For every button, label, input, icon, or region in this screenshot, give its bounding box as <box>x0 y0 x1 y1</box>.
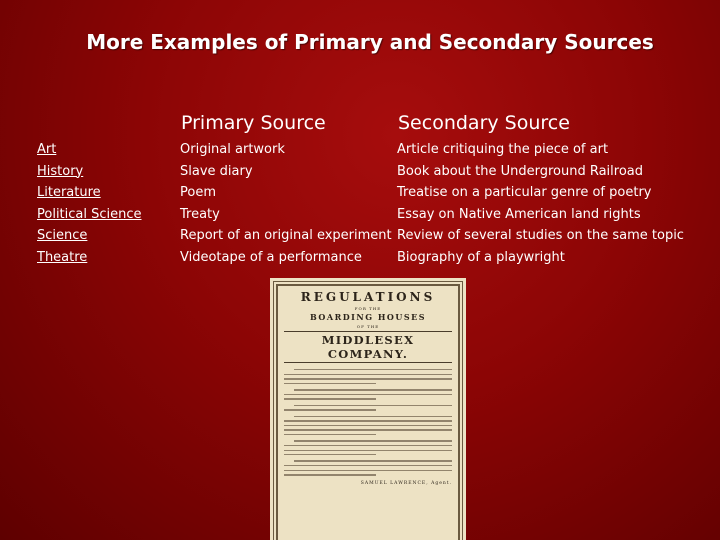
primary-source-item: Report of an original experiment <box>180 228 392 243</box>
subject-list <box>37 139 142 268</box>
document-paragraph <box>284 369 452 384</box>
primary-source-item: Treaty <box>180 206 220 222</box>
primary-source-item: Poem <box>180 185 216 200</box>
primary-source-header: Primary Source <box>181 112 326 134</box>
secondary-source-item: Biography of a playwright <box>397 249 565 265</box>
subject-link-political-science[interactable]: Political Science <box>37 206 142 222</box>
document-paragraph <box>284 405 452 411</box>
subject-link-science[interactable]: Science <box>37 228 88 243</box>
subject-item[interactable] <box>37 182 142 204</box>
document-paragraph <box>284 416 452 436</box>
subject-link-art[interactable]: Art <box>37 142 57 157</box>
regulations-document-image <box>270 278 466 540</box>
document-for: FOR THE <box>354 306 382 311</box>
subject-item[interactable] <box>37 247 142 269</box>
document-subtitle: BOARDING HOUSES <box>310 312 426 322</box>
document-of: OF THE <box>356 324 380 329</box>
document-body <box>284 369 452 476</box>
subject-item[interactable] <box>37 204 142 226</box>
subject-item[interactable] <box>37 161 142 183</box>
document-paragraph <box>284 460 452 475</box>
secondary-source-header: Secondary Source <box>398 112 570 134</box>
document-signature: SAMUEL LAWRENCE, Agent. <box>360 480 452 486</box>
subject-link-literature[interactable]: Literature <box>37 185 101 200</box>
document-paragraph <box>284 389 452 400</box>
primary-source-list <box>180 139 392 268</box>
document-paragraph <box>284 440 452 455</box>
slide-title: More Examples of Primary and Secondary Sources <box>86 30 654 54</box>
secondary-source-item: Essay on Native American land rights <box>397 206 641 222</box>
secondary-source-item: Treatise on a particular genre of poetry <box>397 185 652 200</box>
secondary-source-item: Book about the Underground Railroad <box>397 163 644 179</box>
subject-item[interactable] <box>37 225 142 247</box>
secondary-source-item: Article critiquing the piece of art <box>397 142 609 157</box>
document-title: REGULATIONS <box>300 290 436 304</box>
secondary-source-item: Review of several studies on the same topic <box>397 228 684 243</box>
primary-source-item: Slave diary <box>180 163 253 179</box>
subject-link-theatre[interactable]: Theatre <box>37 249 88 265</box>
document-content <box>284 290 452 486</box>
primary-source-item: Original artwork <box>180 142 285 157</box>
document-company: MIDDLESEX COMPANY. <box>284 331 452 363</box>
subject-item[interactable] <box>37 139 142 161</box>
primary-source-item: Videotape of a performance <box>180 249 362 265</box>
subject-link-history[interactable]: History <box>37 163 84 179</box>
secondary-source-list <box>397 139 684 268</box>
